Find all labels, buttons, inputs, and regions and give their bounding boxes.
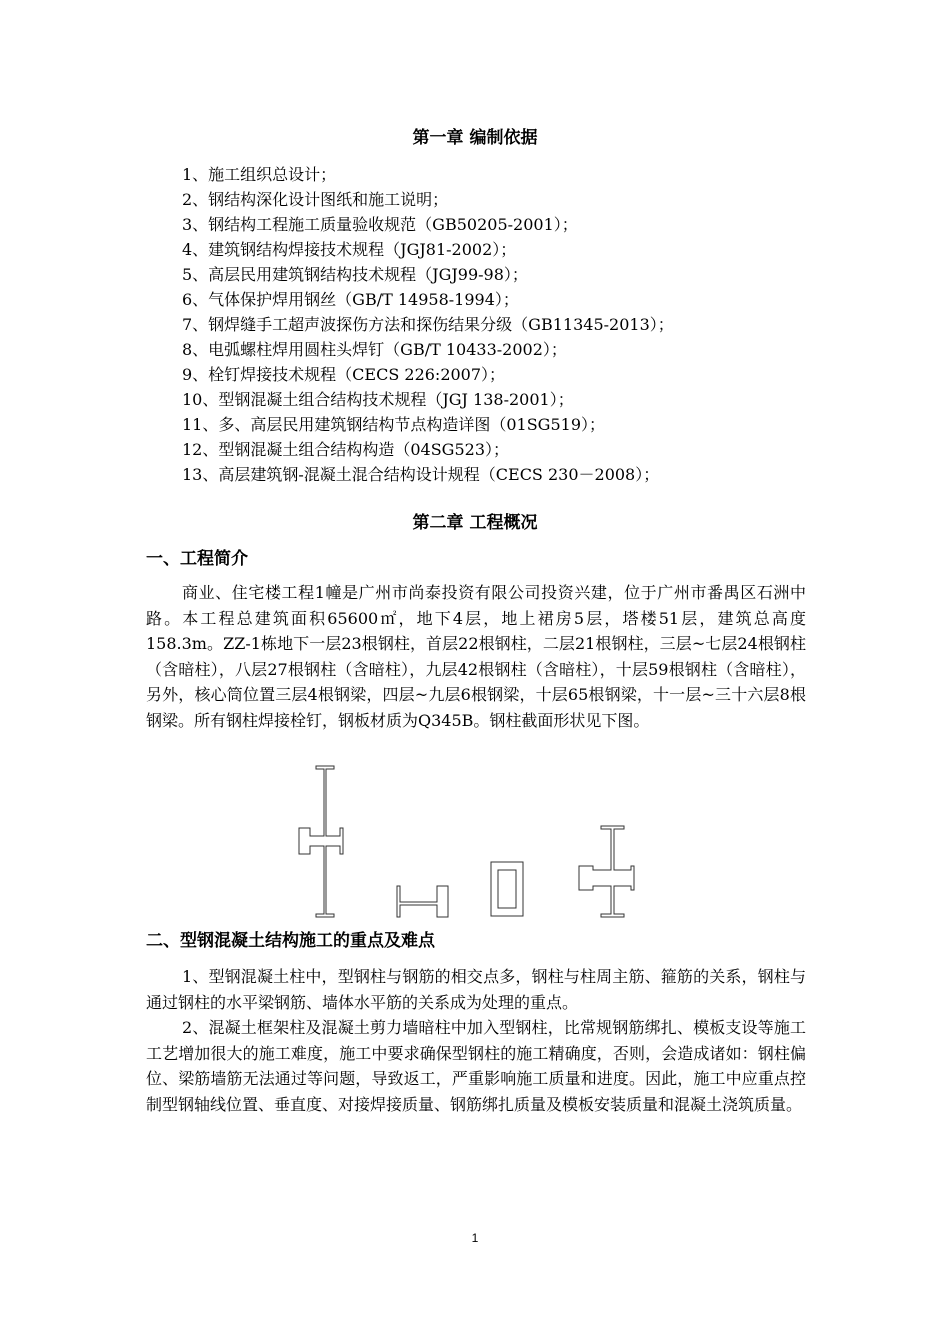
section1-heading: 一、工程简介 bbox=[146, 549, 248, 569]
list-item: 11、多、高层民用建筑钢结构节点构造详图（01SG519）； bbox=[182, 415, 606, 434]
section2-heading: 二、型钢混凝土结构施工的重点及难点 bbox=[146, 931, 435, 951]
list-item: 5、高层民用建筑钢结构技术规程（JGJ99-98）； bbox=[182, 265, 528, 284]
list-item: 3、钢结构工程施工质量验收规范（GB50205-2001）； bbox=[182, 215, 578, 234]
difficulty-paragraph-2: 2、混凝土框架柱及混凝土剪力墙暗柱中加入型钢柱，比常规钢筋绑扎、模板支设等施工工艺增加很大的施工难度，施工中要求确保型钢柱的施工精确度，否则，会造成诸如：钢柱偏位、梁筋墙筋无法通过等问题，导致返工，严重影响施工质量和进度。因此，施工中应重点控制型钢轴线位置、垂直度、对接焊接质量、钢筋绑扎质量及模板安装质量和混凝土浇筑质量。 bbox=[146, 1018, 806, 1114]
list-item: 2、钢结构深化设计图纸和施工说明； bbox=[182, 190, 449, 209]
list-item: 9、栓钉焊接技术规程（CECS 226:2007）； bbox=[182, 365, 506, 384]
difficulty-paragraph-1: 1、型钢混凝土柱中，型钢柱与钢筋的相交点多，钢柱与柱周主筋、箍筋的关系，钢柱与通过钢柱的水平梁钢筋、墙体水平筋的关系成为处理的重点。 bbox=[146, 967, 806, 1012]
list-item: 7、钢焊缝手工超声波探伤方法和探伤结果分级（GB11345-2013）； bbox=[182, 315, 674, 334]
list-item: 12、型钢混凝土组合结构构造（04SG523）； bbox=[182, 440, 510, 459]
list-item: 10、型钢混凝土组合结构技术规程（JGJ 138-2001）； bbox=[182, 390, 574, 409]
cross-section-h-beam bbox=[397, 886, 448, 917]
cross-section-cross bbox=[579, 826, 634, 917]
steel-column-section-figure bbox=[290, 760, 650, 926]
cross-section-box-inner bbox=[498, 870, 516, 908]
cross-section-tall-cross bbox=[299, 766, 343, 917]
page-number: 1 bbox=[471, 1231, 479, 1245]
list-item: 13、高层建筑钢-混凝土混合结构设计规程（CECS 230－2008）； bbox=[182, 465, 660, 484]
list-item: 6、气体保护焊用钢丝（GB/T 14958-1994）； bbox=[182, 290, 519, 309]
chapter2-title: 第二章 工程概况 bbox=[412, 513, 538, 533]
list-item: 1、施工组织总设计； bbox=[182, 165, 337, 184]
reference-list bbox=[182, 162, 674, 487]
chapter1-title: 第一章 编制依据 bbox=[412, 128, 538, 148]
overview-paragraph: 商业、住宅楼工程1幢是广州市尚泰投资有限公司投资兴建，位于广州市番禺区石洲中路。本工程总建筑面积65600㎡，地下4层，地上裙房5层，塔楼51层，建筑总高度158.3m。ZZ-1栋地下一层23根钢柱，首层22根钢柱，二层21根钢柱，三层~七层24根钢柱（含暗柱），八层27根钢柱（含暗柱），九层42根钢柱（含暗柱），十层59根钢柱（含暗柱），另外，核心筒位置三层4根钢梁，四层~九层6根钢梁，十层65根钢梁，十一层~三十六层8根钢梁。所有钢柱焊接栓钉，钢板材质为Q345B。钢柱截面形状见下图。 bbox=[146, 583, 806, 730]
list-item: 4、建筑钢结构焊接技术规程（JGJ81-2002）； bbox=[182, 240, 517, 259]
list-item: 8、电弧螺柱焊用圆柱头焊钉（GB/T 10433-2002）； bbox=[182, 340, 567, 359]
